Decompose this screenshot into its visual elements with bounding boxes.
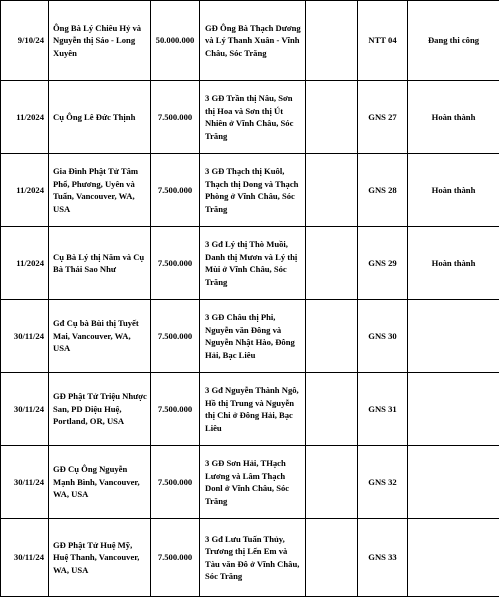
date-cell: 11/2024 bbox=[1, 81, 49, 154]
amount-cell: 50.000.000 bbox=[151, 1, 200, 81]
amount-cell: 7.500.000 bbox=[151, 519, 200, 597]
recipient-cell: 3 GĐ Châu thị Phi, Nguyễn văn Đông và Nguyễn Nhật Hào, Đông Hải, Bạc Liêu bbox=[200, 300, 306, 373]
code-cell: GNS 28 bbox=[358, 154, 408, 227]
empty-cell bbox=[306, 81, 358, 154]
recipient-cell: 3 GĐ Trần thị Nâu, Sơn thị Hoa và Sơn thị Út Nhiên ở Vĩnh Châu, Sóc Trăng bbox=[200, 81, 306, 154]
donor-cell: Gđ Cụ bà Bùi thị Tuyết Mai, Vancouver, WA, USA bbox=[49, 300, 151, 373]
empty-cell bbox=[306, 227, 358, 300]
table-row bbox=[1, 81, 499, 154]
status-cell: Hoàn thành bbox=[408, 227, 499, 300]
recipient-cell: 3 Gđ Lưu Tuấn Thủy, Trương thị Lến Em và Tàu văn Đô ở Vĩnh Châu, Sóc Trăng bbox=[200, 519, 306, 597]
empty-cell bbox=[306, 300, 358, 373]
empty-cell bbox=[306, 519, 358, 597]
code-cell: GNS 29 bbox=[358, 227, 408, 300]
status-cell bbox=[408, 446, 499, 519]
recipient-cell: 3 Gđ Nguyễn Thành Ngô, Hồ thị Trung và Nguyễn thị Chi ở Đông Hải, Bạc Liêu bbox=[200, 373, 306, 446]
table-row bbox=[1, 300, 499, 373]
recipient-cell: 3 GĐ Thạch thị Kuôl, Thạch thị Dong và Thạch Phòng ở Vĩnh Châu, Sóc Trăng bbox=[200, 154, 306, 227]
table-row bbox=[1, 519, 499, 597]
donor-cell: Ông Bà Lý Chiêu Hỷ và Nguyễn thị Sáo - Long Xuyên bbox=[49, 1, 151, 81]
donor-cell: GĐ Phật Tử Huệ Mỹ, Huệ Thanh, Vancouver, WA, USA bbox=[49, 519, 151, 597]
status-cell: Hoàn thành bbox=[408, 81, 499, 154]
donor-cell: GĐ Phật Tử Triệu Nhược San, PD Diệu Huệ, Portland, OR, USA bbox=[49, 373, 151, 446]
code-cell: GNS 30 bbox=[358, 300, 408, 373]
code-cell: GNS 32 bbox=[358, 446, 408, 519]
recipient-cell: 3 GĐ Sơn Hải, THạch Lương và Lâm Thạch Donl ở Vĩnh Châu, Sóc Trăng bbox=[200, 446, 306, 519]
amount-cell: 7.500.000 bbox=[151, 227, 200, 300]
table-body bbox=[1, 1, 499, 597]
status-cell: Hoàn thành bbox=[408, 154, 499, 227]
date-cell: 11/2024 bbox=[1, 227, 49, 300]
status-cell bbox=[408, 300, 499, 373]
amount-cell: 7.500.000 bbox=[151, 81, 200, 154]
status-cell bbox=[408, 373, 499, 446]
donor-cell: Gia Đình Phật Tử Tâm Phổ, Phương, Uyên và Tuấn, Vancouver, WA, USA bbox=[49, 154, 151, 227]
table-row bbox=[1, 446, 499, 519]
donor-cell: GĐ Cụ Ông Nguyễn Mạnh Bình, Vancouver, WA, USA bbox=[49, 446, 151, 519]
table-row bbox=[1, 154, 499, 227]
amount-cell: 7.500.000 bbox=[151, 373, 200, 446]
status-cell bbox=[408, 519, 499, 597]
empty-cell bbox=[306, 154, 358, 227]
date-cell: 11/2024 bbox=[1, 154, 49, 227]
date-cell: 30/11/24 bbox=[1, 519, 49, 597]
table-row bbox=[1, 1, 499, 81]
empty-cell bbox=[306, 373, 358, 446]
donor-cell: Cụ Bà Lý thị Năm và Cụ Bà Thái Sao Như bbox=[49, 227, 151, 300]
code-cell: GNS 31 bbox=[358, 373, 408, 446]
empty-cell bbox=[306, 446, 358, 519]
date-cell: 30/11/24 bbox=[1, 373, 49, 446]
code-cell: NTT 04 bbox=[358, 1, 408, 81]
status-cell: Đang thi công bbox=[408, 1, 499, 81]
date-cell: 9/10/24 bbox=[1, 1, 49, 81]
recipient-cell: 3 Gđ Lý thị Thò Muồi, Danh thị Mươn và Lý thị Mùi ở Vĩnh Châu, Sóc Trăng bbox=[200, 227, 306, 300]
amount-cell: 7.500.000 bbox=[151, 154, 200, 227]
code-cell: GNS 33 bbox=[358, 519, 408, 597]
amount-cell: 7.500.000 bbox=[151, 300, 200, 373]
empty-cell bbox=[306, 1, 358, 81]
table-row bbox=[1, 227, 499, 300]
code-cell: GNS 27 bbox=[358, 81, 408, 154]
recipient-cell: GĐ Ông Bà Thạch Dương và Lý Thanh Xuân - Vĩnh Châu, Sóc Trăng bbox=[200, 1, 306, 81]
donor-cell: Cụ Ông Lê Đức Thịnh bbox=[49, 81, 151, 154]
date-cell: 30/11/24 bbox=[1, 446, 49, 519]
date-cell: 30/11/24 bbox=[1, 300, 49, 373]
amount-cell: 7.500.000 bbox=[151, 446, 200, 519]
table-row bbox=[1, 373, 499, 446]
